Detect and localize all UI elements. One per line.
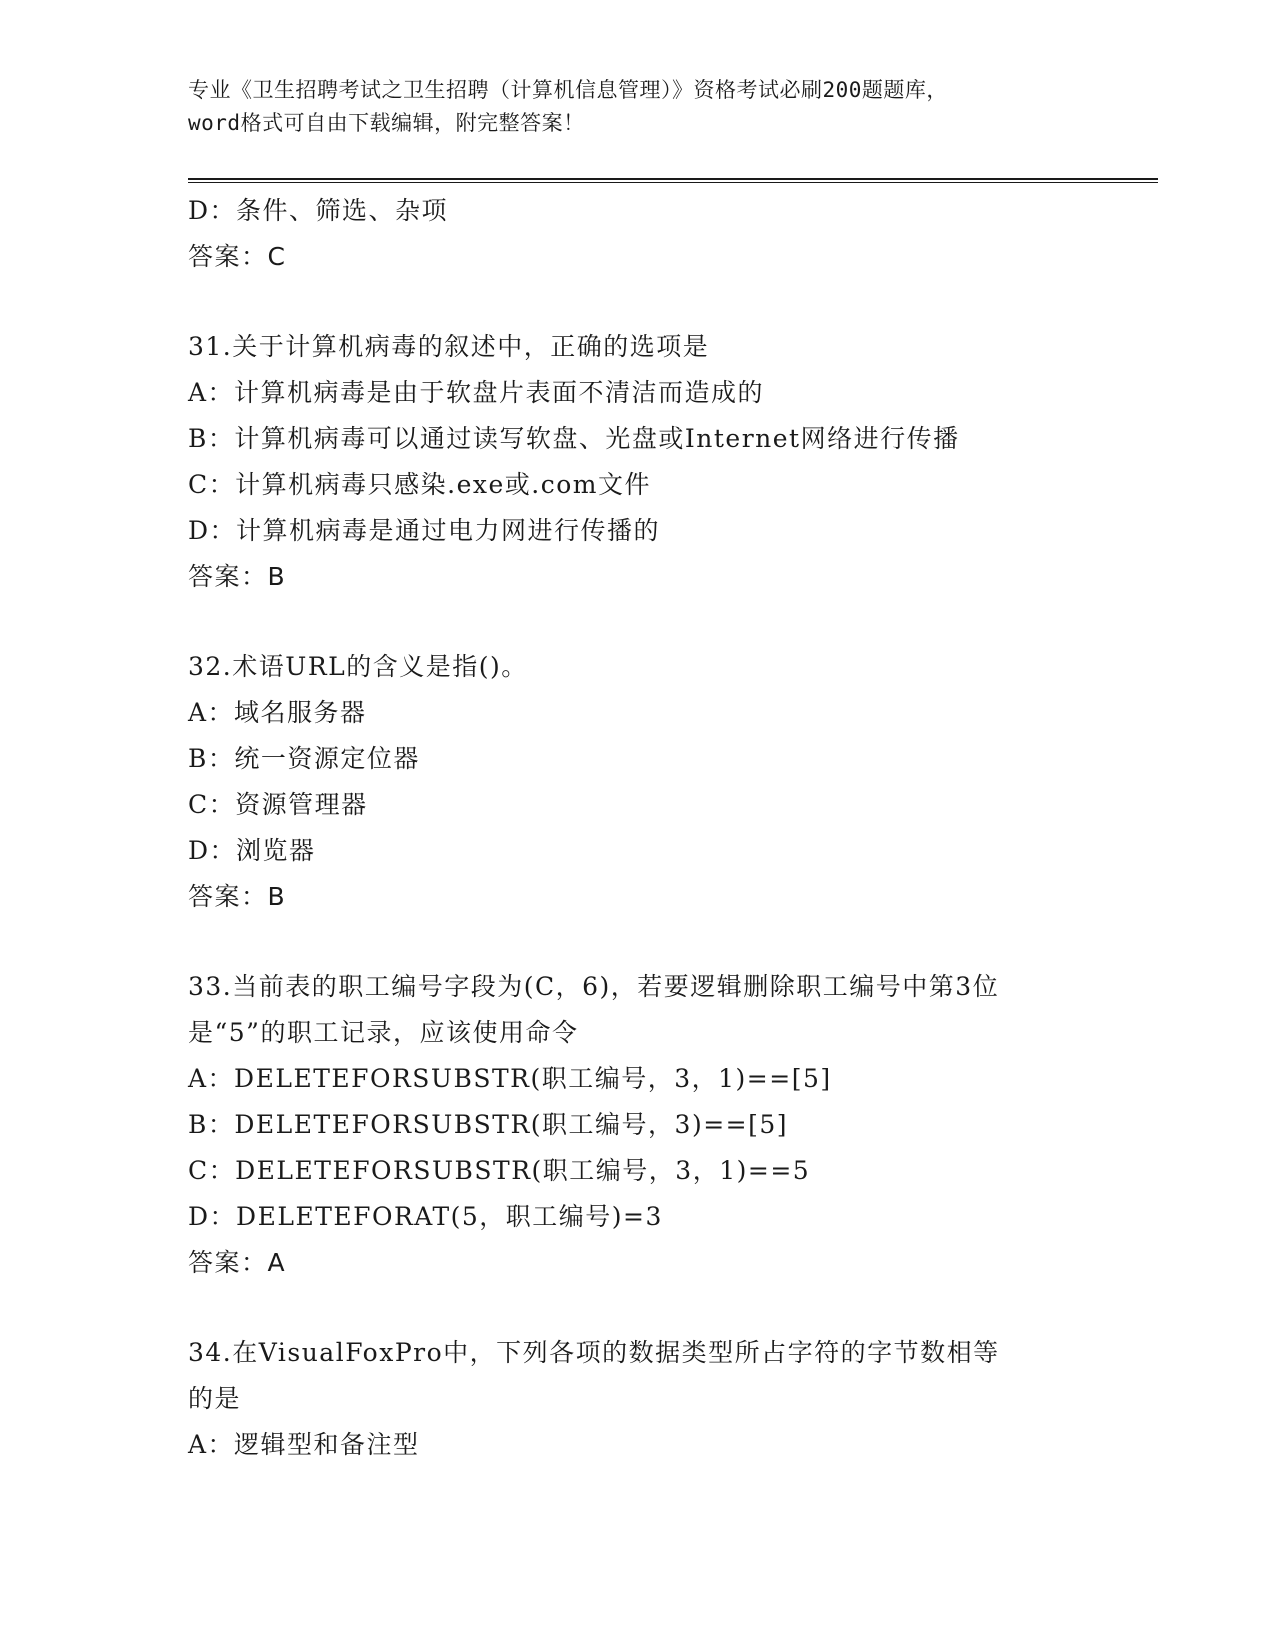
question-list bbox=[188, 188, 1088, 1468]
option-d: D：条件、筛选、杂项 bbox=[188, 196, 449, 225]
question-text-line-2: 是“5”的职工记录，应该使用命令 bbox=[188, 1018, 579, 1047]
option-d: D：DELETEFORAT(5，职工编号)=3 bbox=[188, 1202, 663, 1231]
option-c: C：计算机病毒只感染.exe或.com文件 bbox=[188, 470, 651, 499]
option-c: C：资源管理器 bbox=[188, 790, 368, 819]
option-c: C：DELETEFORSUBSTR(职工编号，3，1)==5 bbox=[188, 1156, 811, 1185]
option-b: B：统一资源定位器 bbox=[188, 744, 420, 773]
option-b: B：DELETEFORSUBSTR(职工编号，3)==[5] bbox=[188, 1110, 789, 1139]
answer-line: 答案：B bbox=[188, 882, 287, 911]
question-block-34 bbox=[188, 1330, 1088, 1468]
header-title-line-1: 专业《卫生招聘考试之卫生招聘（计算机信息管理）》资格考试必刷200题题库， bbox=[188, 78, 948, 102]
question-text-line-2: 的是 bbox=[188, 1384, 242, 1413]
option-d: D：浏览器 bbox=[188, 836, 316, 865]
option-a: A：域名服务器 bbox=[188, 698, 367, 727]
question-block-32 bbox=[188, 644, 1088, 920]
answer-line: 答案：B bbox=[188, 562, 287, 591]
answer-line: 答案：A bbox=[188, 1248, 287, 1277]
question-block-33 bbox=[188, 964, 1088, 1286]
question-text-line-1: 33.当前表的职工编号字段为(C，6)，若要逻辑删除职工编号中第3位 bbox=[188, 972, 1000, 1001]
option-a: A：DELETEFORSUBSTR(职工编号，3，1)==[5] bbox=[188, 1064, 832, 1093]
question-block-31 bbox=[188, 324, 1088, 600]
option-b: B：计算机病毒可以通过读写软盘、光盘或Internet网络进行传播 bbox=[188, 424, 960, 453]
option-d: D：计算机病毒是通过电力网进行传播的 bbox=[188, 516, 661, 545]
question-text-line-1: 34.在VisualFoxPro中，下列各项的数据类型所占字符的字节数相等 bbox=[188, 1338, 1000, 1367]
question-text: 31.关于计算机病毒的叙述中，正确的选项是 bbox=[188, 332, 710, 361]
header-divider bbox=[188, 178, 1158, 183]
question-block-30 bbox=[188, 188, 1088, 280]
question-text: 32.术语URL的含义是指()。 bbox=[188, 652, 528, 681]
option-a: A：计算机病毒是由于软盘片表面不清洁而造成的 bbox=[188, 378, 765, 407]
page-header bbox=[188, 74, 1088, 140]
answer-line: 答案：C bbox=[188, 242, 287, 271]
option-a: A：逻辑型和备注型 bbox=[188, 1430, 420, 1459]
header-title-line-2: word格式可自由下载编辑，附完整答案！ bbox=[188, 111, 585, 135]
